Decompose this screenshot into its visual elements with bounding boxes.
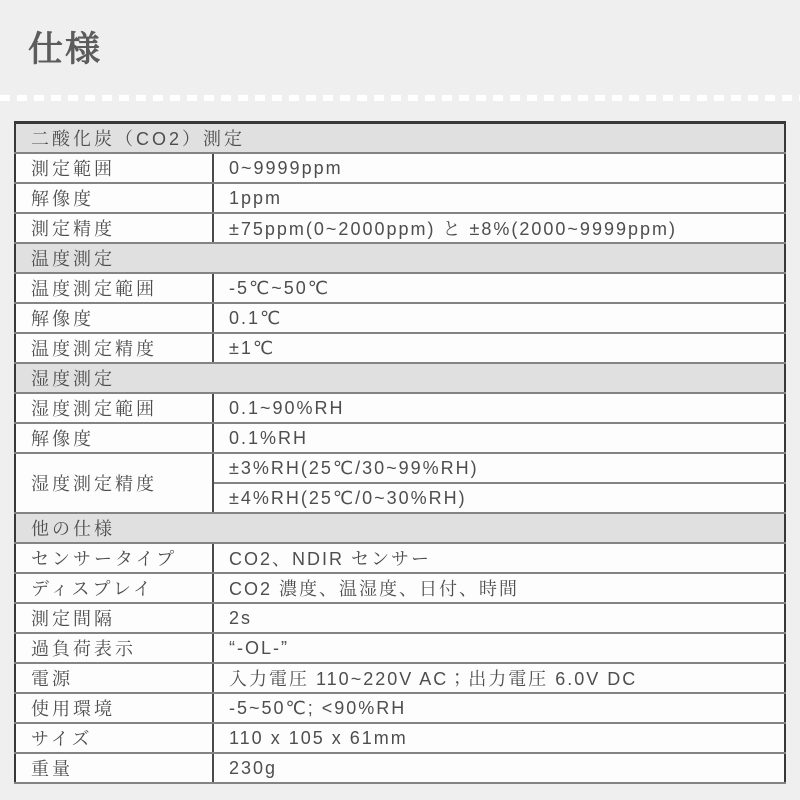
row-label: 電源	[15, 663, 213, 693]
table-row	[15, 753, 785, 783]
section-header-row-other	[15, 513, 785, 543]
table-row	[15, 543, 785, 573]
table-row	[15, 723, 785, 753]
row-value: 1ppm	[213, 183, 785, 213]
section-header-other: 他の仕様	[15, 513, 785, 543]
row-label: サイズ	[15, 723, 213, 753]
row-value: ±4%RH(25℃/0~30%RH)	[213, 483, 785, 513]
table-row	[15, 603, 785, 633]
row-label: 過負荷表示	[15, 633, 213, 663]
row-value: ±3%RH(25℃/30~99%RH)	[213, 453, 785, 483]
row-value: 0.1℃	[213, 303, 785, 333]
dashed-separator	[0, 95, 800, 101]
row-label: 湿度測定精度	[15, 453, 213, 513]
row-value: 0.1%RH	[213, 423, 785, 453]
row-value: 230g	[213, 753, 785, 783]
page-title: 仕様	[28, 30, 103, 69]
table-row	[15, 453, 785, 483]
section-header-row-co2	[15, 123, 785, 154]
table-row	[15, 393, 785, 423]
row-label: ディスプレイ	[15, 573, 213, 603]
row-value: CO2、NDIR センサー	[213, 543, 785, 573]
table-row	[15, 573, 785, 603]
row-label: 解像度	[15, 303, 213, 333]
row-value: 2s	[213, 603, 785, 633]
row-label: 使用環境	[15, 693, 213, 723]
row-value: -5~50℃; <90%RH	[213, 693, 785, 723]
row-value: 110 x 105 x 61mm	[213, 723, 785, 753]
table-row	[15, 303, 785, 333]
row-label: 温度測定精度	[15, 333, 213, 363]
section-header-row-temperature	[15, 243, 785, 273]
row-label: 温度測定範囲	[15, 273, 213, 303]
section-header-temperature: 温度測定	[15, 243, 785, 273]
spec-table	[14, 121, 786, 784]
row-value: ±1℃	[213, 333, 785, 363]
row-label: 解像度	[15, 423, 213, 453]
table-row	[15, 423, 785, 453]
row-value: 0.1~90%RH	[213, 393, 785, 423]
table-row	[15, 333, 785, 363]
row-value: ±75ppm(0~2000ppm) と ±8%(2000~9999ppm)	[213, 213, 785, 243]
section-header-co2: 二酸化炭（CO2）測定	[15, 123, 785, 154]
section-header-row-humidity	[15, 363, 785, 393]
table-row	[15, 663, 785, 693]
table-row	[15, 633, 785, 663]
row-label: 測定間隔	[15, 603, 213, 633]
spec-table-container	[14, 121, 786, 784]
row-label: 測定精度	[15, 213, 213, 243]
table-row	[15, 183, 785, 213]
table-row	[15, 273, 785, 303]
row-label: 解像度	[15, 183, 213, 213]
row-value: CO2 濃度、温湿度、日付、時間	[213, 573, 785, 603]
section-header-humidity: 湿度測定	[15, 363, 785, 393]
row-label: 測定範囲	[15, 153, 213, 183]
table-row	[15, 693, 785, 723]
row-value: 0~9999ppm	[213, 153, 785, 183]
row-value: “-OL-”	[213, 633, 785, 663]
table-row	[15, 153, 785, 183]
row-label: センサータイプ	[15, 543, 213, 573]
row-value: 入力電圧 110~220V AC；出力電圧 6.0V DC	[213, 663, 785, 693]
row-value: -5℃~50℃	[213, 273, 785, 303]
row-label: 重量	[15, 753, 213, 783]
table-row	[15, 213, 785, 243]
row-label: 湿度測定範囲	[15, 393, 213, 423]
